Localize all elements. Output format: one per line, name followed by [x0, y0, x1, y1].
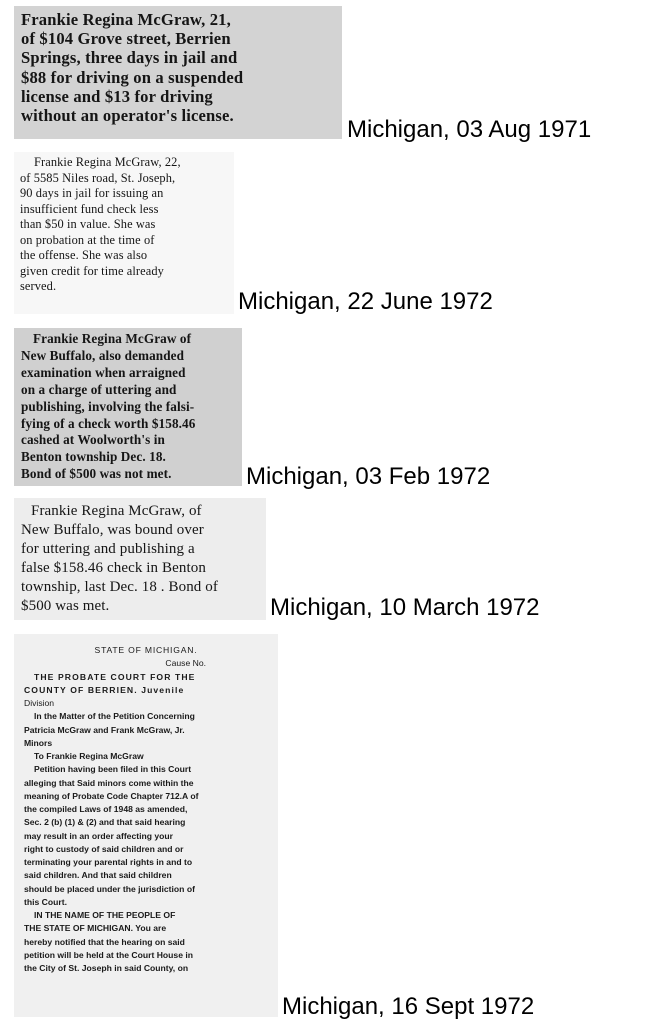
notice-line: alleging that Said minors come within the [24, 777, 194, 788]
notice-line: COUNTY OF BERRIEN. Juvenile [24, 684, 185, 695]
clipping-line: $500 was met. [21, 598, 110, 614]
clipping-3-text [14, 328, 242, 483]
clipping-line: Frankie Regina McGraw of [33, 331, 192, 346]
notice-heading: STATE OF MICHIGAN. [94, 645, 198, 655]
clipping-line: township, last Dec. 18 . Bond of [21, 579, 218, 595]
notice-line: the City of St. Joseph in said County, on [24, 963, 189, 973]
newspaper-clipping-1 [14, 6, 342, 139]
clipping-1-text [14, 6, 342, 125]
notice-line: Division [24, 698, 55, 708]
clipping-line: Springs, three days in jail and [21, 48, 238, 68]
newspaper-clipping-3 [14, 328, 242, 486]
notice-line: To Frankie Regina McGraw [34, 751, 144, 761]
clipping-line: of 5585 Niles road, St. Joseph, [20, 170, 176, 185]
clipping-line: $88 for driving on a suspended [21, 67, 244, 87]
legal-notice-clipping [14, 634, 278, 1017]
notice-line: Minors [24, 737, 53, 748]
clipping-line: than $50 in value. She was [20, 217, 156, 231]
clipping-line: false $158.46 check in Benton [21, 560, 206, 576]
clipping-line: Frankie Regina McGraw, of [31, 503, 202, 519]
notice-line: petition will be held at the Court House in [24, 949, 194, 960]
clipping-line: for uttering and publishing a [21, 541, 195, 557]
clipping-line: license and $13 for driving [21, 86, 213, 106]
clipping-line: insufficient fund check less [20, 201, 159, 216]
clipping-line: examination when arraigned [21, 364, 186, 380]
clipping-line: Bond of $500 was not met. [21, 466, 172, 482]
notice-line: THE PROBATE COURT FOR THE [34, 671, 196, 682]
notice-cause-number: Cause No. [165, 658, 206, 669]
newspaper-clipping-2 [14, 152, 234, 314]
clipping-line: New Buffalo, also demanded [21, 347, 185, 363]
notice-line: In the Matter of the Petition Concerning [34, 711, 195, 722]
clipping-line: Frankie Regina McGraw, 21, [21, 10, 231, 29]
clipping-line: the offense. She was also [20, 248, 148, 262]
notice-line: right to custody of said children and or [24, 843, 184, 854]
clipping-line: cashed at Woolworth's in [21, 432, 165, 448]
notice-line: Petition having been filed in this Court [34, 764, 192, 775]
notice-line: IN THE NAME OF THE PEOPLE OF [34, 910, 176, 920]
clipping-line: served. [20, 279, 57, 293]
legal-notice-text [14, 634, 278, 975]
clipping-5-caption: Michigan, 16 Sept 1972 [282, 993, 535, 1020]
notice-line: Patricia McGraw and Frank McGraw, Jr. [24, 724, 185, 735]
clipping-line: 90 days in jail for issuing an [20, 186, 164, 200]
notice-line: Sec. 2 (b) (1) & (2) and that said hearing [24, 817, 186, 828]
notice-line: said children. And that said children [24, 870, 172, 881]
clipping-line: publishing, involving the falsi- [21, 398, 195, 414]
notice-line: THE STATE OF MICHIGAN. You are [24, 923, 167, 934]
clipping-line: given credit for time already [20, 263, 164, 278]
clipping-line: Benton township Dec. 18. [21, 449, 166, 465]
clipping-4-text [14, 498, 266, 616]
notice-line: should be placed under the jurisdiction of [24, 883, 195, 894]
clipping-1-caption: Michigan, 03 Aug 1971 [347, 116, 592, 143]
clipping-line: fying of a check worth $158.46 [21, 415, 196, 431]
notice-line: may result in an order affecting your [24, 830, 173, 841]
clipping-3-caption: Michigan, 03 Feb 1972 [246, 463, 491, 490]
notice-line: the compiled Laws of 1948 as amended, [24, 804, 188, 814]
clipping-line: New Buffalo, was bound over [21, 522, 204, 538]
clipping-line: Frankie Regina McGraw, 22, [34, 155, 181, 169]
clipping-line: on a charge of uttering and [21, 381, 177, 397]
clipping-4-caption: Michigan, 10 March 1972 [270, 594, 540, 621]
notice-line: this Court. [24, 896, 67, 907]
notice-line: terminating your parental rights in and to [24, 857, 193, 867]
clipping-line: without an operator's license. [21, 106, 234, 126]
clipping-2-text [14, 152, 234, 295]
clipping-line: on probation at the time of [20, 232, 155, 247]
notice-line: hereby notified that the hearing on said [24, 936, 185, 947]
notice-line: meaning of Probate Code Chapter 712.A of [24, 790, 199, 801]
clipping-line: of $104 Grove street, Berrien [21, 29, 231, 49]
newspaper-clipping-4 [14, 498, 266, 620]
clipping-2-caption: Michigan, 22 June 1972 [238, 288, 493, 315]
